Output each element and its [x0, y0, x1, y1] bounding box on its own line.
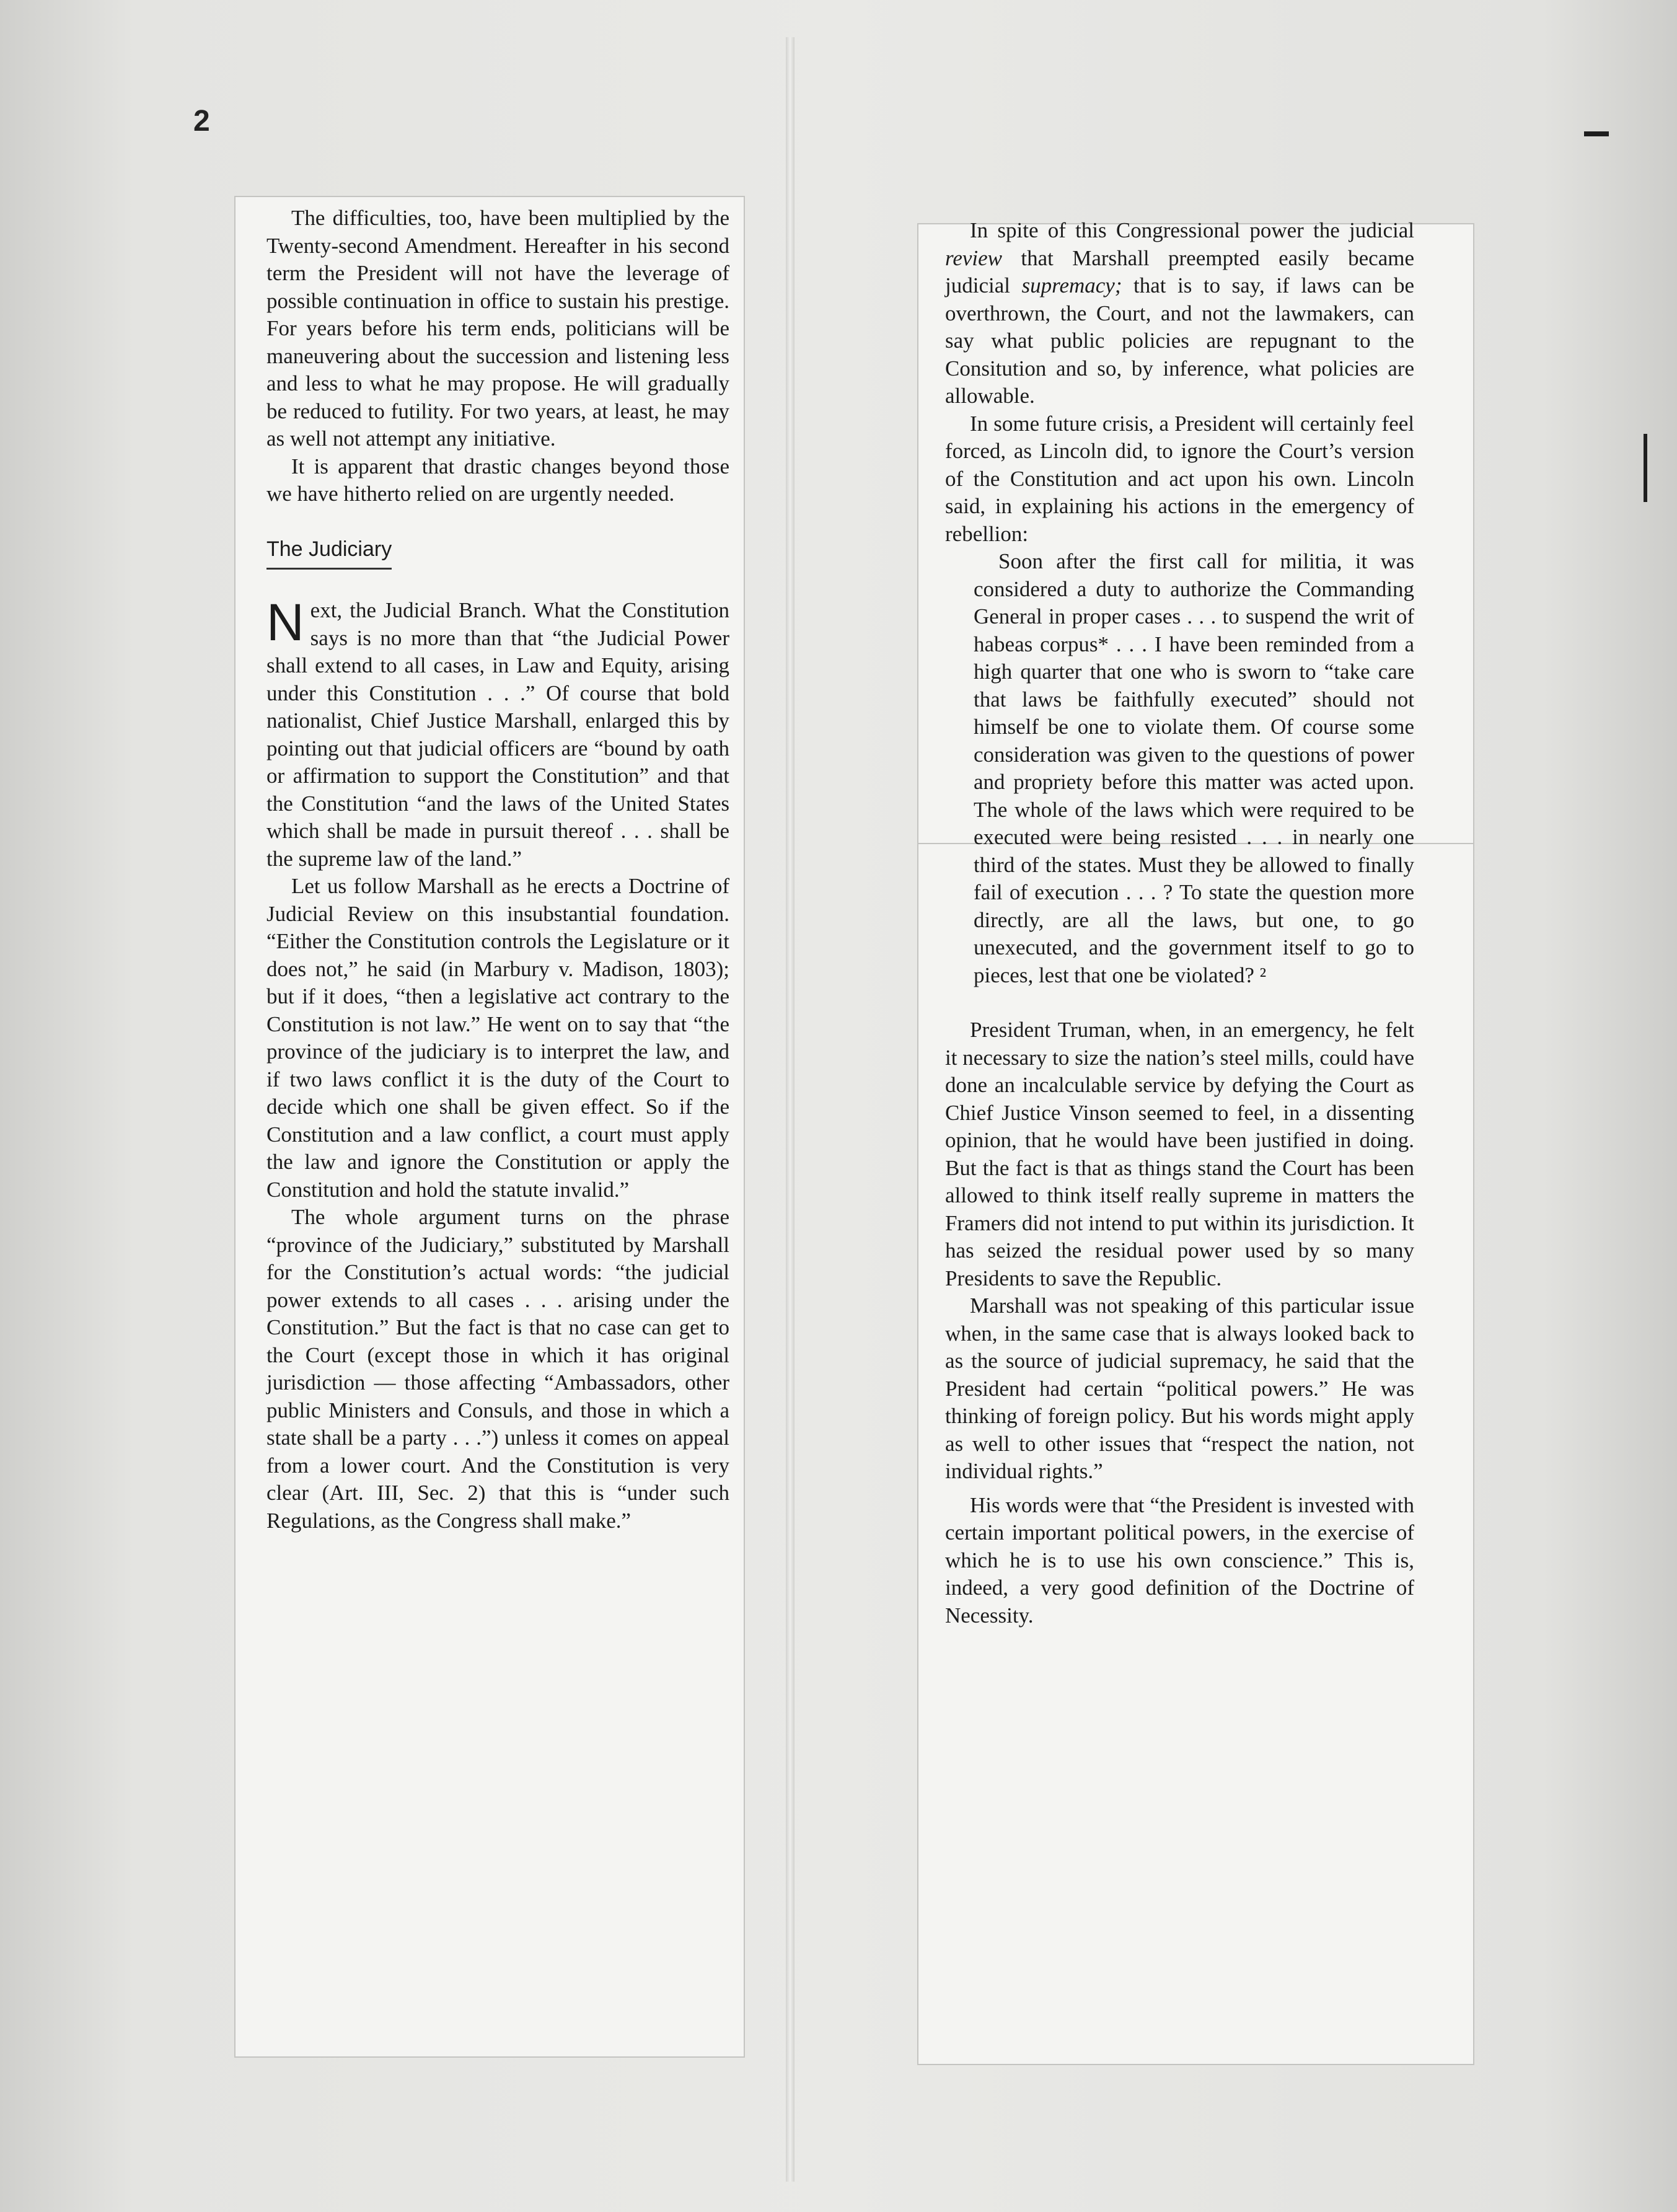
- paragraph: Let us follow Marshall as he erects a Doctrine of Judicial Review on this insubstantial foundation. “Either the Constitution controls the Legislature or it does not,” he said (in Marbury v. Madison, 1803); but if it does, “then a legislative act contrary to the Constitution is not law.” He went on to say that “the province of the judiciary is to interpret the law, and if two laws conflict it is the duty of the Court to decide which one shall be given effect. So if the Constitution and a law conflict, a court must apply the law and ignore the Constitution or apply the Constitution and hold the statute invalid.”: [266, 874, 729, 1202]
- scan-mark: [1584, 131, 1609, 136]
- paragraph: Marshall was not speaking of this particular issue when, in the same case that is always looked back to as the source of judicial supremacy, he said that the President had certain “political powers.” He was thinking of foreign policy. But his words might apply as well to other issues that “respect the nation, not individual rights.”: [945, 1293, 1414, 1483]
- paragraph: In some future crisis, a President will certainly feel forced, as Lincoln did, to ignore the Court’s version of the Constitution and act upon his own. Lincoln said, in explaining his actions in the emergency of rebellion:: [945, 411, 1414, 546]
- page-fold: [786, 37, 794, 2182]
- text-run: that is to say, if laws can be overthrown, the Court, and not the lawmakers, can say what public policies are repugnant to the Consitution and so, by inference, what policies are allowable.: [945, 273, 1415, 408]
- paragraph: The difficulties, too, have been multiplied by the Twenty-second Amendment. Hereafter in his second term the President will not have the leverage of possible continuation in office to sustain his prestige. For years before his term ends, politicians will be maneuvering about the succession and listening less and less to what he may propose. He will gradually be reduced to futility. For two years, at least, he may as well not attempt any initiative.: [266, 206, 729, 451]
- paragraph: The whole argument turns on the phrase “province of the Judiciary,” substituted by Marshall for the Constitution’s actual words: “the judicial power extends to all cases . . . arising under the Constitution.” But the fact is that no case can get to the Court (except those in which it has original jurisdiction — those affecting “Ambassadors, other public Ministers and Consuls, and those in which a state shall be a party . . .”) unless it comes on appeal from a lower court. And the Constitution is very clear (Art. III, Sec. 2) that this is “under such Regulations, as the Congress shall make.”: [266, 1205, 729, 1533]
- right-column: [945, 217, 1414, 1629]
- section-heading: The Judiciary: [266, 535, 392, 570]
- paragraph: [945, 217, 1414, 410]
- scan-mark: [1644, 434, 1647, 502]
- text-run: In spite of this Congressional power the judicial: [970, 218, 1414, 242]
- left-column: [266, 205, 729, 1535]
- dropcap: N: [266, 593, 304, 651]
- quote-text: Soon after the first call for militia, it was considered a duty to authorize the Commanding General in proper cases . . . to suspend the writ of habeas corpus* . . . I have been reminded from a high quarter that one who is sworn to “take care that laws be faithfully executed” should not himself be one to violate them. Of course some consideration was given to the questions of power and propriety before this matter was acted upon. The whole of the laws which were required to be executed were being resisted . . . in nearly one third of the states. Must they be allowed to finally fail of execution . . . ? To state the question more directly, are all the laws, but one, to go unexecuted, and the government itself to go to pieces, lest that one be violated? ²: [974, 549, 1414, 987]
- paragraph: [266, 593, 729, 873]
- paragraph-text: ext, the Judicial Branch. What the Constitution says is no more than that “the Judicial Power shall extend to all cases, in Law and Equity, arising under this Constitution . . .” Of course that bold nationalist, Chief Justice Marshall, enlarged this by pointing out that judicial officers are “bound by oath or affirmation to support the Constitution” and that the Constitution “and the laws of the United States which shall be made in pursuit thereof . . . shall be the supreme law of the land.”: [266, 598, 729, 871]
- emphasis: supremacy;: [1021, 273, 1122, 297]
- paragraph: It is apparent that drastic changes beyond those we have hitherto relied on are urgently needed.: [266, 454, 729, 506]
- page-number: 2: [193, 105, 210, 138]
- lincoln-quote: [974, 548, 1414, 989]
- paragraph: President Truman, when, in an emergency, he felt it necessary to size the nation’s steel mills, could have done an incalculable service by defying the Court as Chief Justice Vinson seemed to feel, in a dissenting opinion, that he would have been justified in doing. But the fact is that as things stand the Court has been allowed to think itself really supreme in matters the Framers did not intend to put within its jurisdiction. It has seized the residual power used by so many Presidents to save the Republic.: [945, 1018, 1414, 1290]
- emphasis: review: [945, 245, 1002, 270]
- paragraph: His words were that “the President is invested with certain important political powers, in the exercise of which he is to use his own conscience.” This is, indeed, a very good definition of the Doctrine of Necessity.: [945, 1492, 1414, 1628]
- text-run: that Marshall preempted easily became judicial: [945, 245, 1414, 297]
